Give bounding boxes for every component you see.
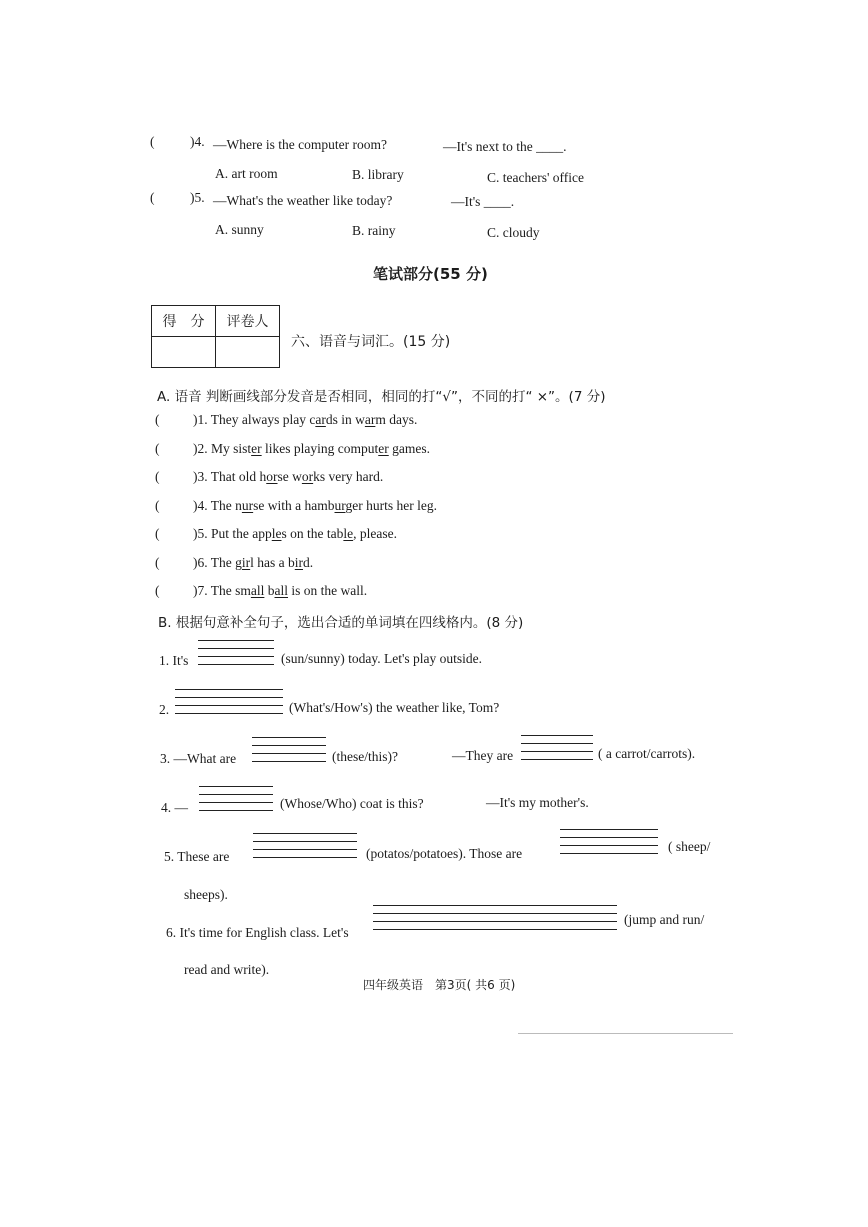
answer-paren: ( <box>150 134 155 149</box>
item-number: )2. <box>193 440 211 456</box>
answer-paren: ( <box>155 440 160 456</box>
four-line-blank[interactable] <box>521 735 593 760</box>
option-a: A. art room <box>215 166 278 181</box>
option-b: B. library <box>352 167 404 182</box>
answer-text: —It's next to the ____. <box>443 139 567 154</box>
underlined-sound: le <box>271 526 282 541</box>
item-text: , please. <box>353 526 397 541</box>
score-box <box>151 305 280 368</box>
option-c: C. cloudy <box>487 225 540 240</box>
item-text: se w <box>277 469 302 484</box>
item-text: The sm <box>210 583 251 598</box>
grader-label: 评卷人 <box>216 306 280 337</box>
four-line-blank[interactable] <box>252 737 326 762</box>
underlined-sound: ur <box>241 497 254 513</box>
item-text: m days. <box>375 412 418 427</box>
item-text: The n <box>210 497 242 513</box>
sentence-3-end: ( a carrot/carrots). <box>598 746 696 761</box>
sentence-5-end: ( sheep/ <box>668 839 711 854</box>
answer-paren: ( <box>155 412 160 427</box>
underlined-sound: ar <box>364 412 376 427</box>
item-number: )4. <box>193 497 211 513</box>
score-cell[interactable] <box>152 337 216 368</box>
four-line-blank[interactable] <box>560 829 658 854</box>
grader-cell[interactable] <box>216 337 280 368</box>
sentence-3-mid: (these/this)? <box>332 749 398 764</box>
underlined-sound: ir <box>294 554 304 570</box>
scan-line <box>518 1033 733 1034</box>
underlined-sound: er <box>378 440 389 456</box>
four-line-blank[interactable] <box>373 905 617 930</box>
item-text: Put the app <box>211 526 272 541</box>
sentence-3-start: 3. —What are <box>160 751 237 766</box>
pronunciation-item <box>193 526 397 542</box>
sentence-1-start: 1. It's <box>159 653 189 668</box>
sentence-5-start: 5. These are <box>164 849 230 864</box>
question-text: —Where is the computer room? <box>213 137 387 152</box>
sentence-6-end: (jump and run/ <box>624 912 705 927</box>
part-a-instruction: A. 语音 判断画线部分发音是否相同，相同的打“√”，不同的打“ ×”。(7 分) <box>157 389 606 405</box>
item-text: se with a hamb <box>253 497 335 513</box>
item-number: )7. <box>193 583 211 598</box>
question-number: )4. <box>190 134 205 149</box>
underlined-sound: all <box>250 583 265 598</box>
sentence-6-continued: read and write). <box>184 962 270 977</box>
underlined-sound: all <box>274 583 289 598</box>
item-number: )6. <box>193 554 211 570</box>
underlined-sound: ur <box>334 497 346 513</box>
four-line-blank[interactable] <box>253 833 357 858</box>
item-text: My sist <box>211 440 252 456</box>
item-text: s on the tab <box>281 526 344 541</box>
sentence-4-end: —It's my mother's. <box>486 795 589 810</box>
answer-paren: ( <box>155 469 160 484</box>
sentence-6-start: 6. It's time for English class. Let's <box>166 925 349 940</box>
underlined-sound: or <box>266 469 278 484</box>
item-text: likes playing comput <box>261 440 379 456</box>
pronunciation-item <box>193 441 430 457</box>
page-footer: 四年级英语 第3页( 共6 页) <box>363 978 516 992</box>
part-b-instruction: B. 根据句意补全句子，选出合适的单词填在四线格内。(8 分) <box>158 615 524 631</box>
option-b: B. rainy <box>352 223 396 238</box>
four-line-blank[interactable] <box>199 786 273 811</box>
item-number: )5. <box>193 526 211 541</box>
item-text: ds in w <box>325 412 365 427</box>
written-part-title: 笔试部分(55 分) <box>373 265 488 283</box>
sentence-2-end: (What's/How's) the weather like, Tom? <box>289 700 500 715</box>
item-text: d. <box>303 554 314 570</box>
item-text: ger hurts her leg. <box>345 497 437 513</box>
pronunciation-item <box>193 412 417 428</box>
item-text: They always play c <box>210 412 316 427</box>
section-heading: 六、语音与词汇。(15 分) <box>291 334 451 350</box>
sentence-1-end: (sun/sunny) today. Let's play outside. <box>281 651 483 666</box>
underlined-sound: or <box>301 469 314 484</box>
sentence-5-mid: (potatos/potatoes). Those are <box>366 846 523 861</box>
four-line-blank[interactable] <box>175 689 283 714</box>
item-text: That old h <box>210 469 267 484</box>
sentence-4-start: 4. — <box>161 800 188 815</box>
item-text: games. <box>388 440 430 456</box>
answer-paren: ( <box>155 583 160 598</box>
option-a: A. sunny <box>215 222 264 237</box>
sentence-4-mid: (Whose/Who) coat is this? <box>280 796 424 811</box>
question-number: )5. <box>190 190 205 205</box>
sentence-5-continued: sheeps). <box>184 887 228 902</box>
answer-text: —It's ____. <box>451 194 515 209</box>
item-text: is on the wall. <box>288 583 368 598</box>
item-text: b <box>264 583 275 598</box>
pronunciation-item <box>193 469 383 485</box>
underlined-sound: le <box>343 526 354 541</box>
pronunciation-item <box>193 555 313 571</box>
option-c: C. teachers' office <box>487 170 585 185</box>
answer-paren: ( <box>155 497 160 513</box>
answer-paren: ( <box>155 554 160 570</box>
item-text: ks very hard. <box>313 469 384 484</box>
item-text: l has a b <box>250 554 295 570</box>
pronunciation-item <box>193 498 437 514</box>
score-label: 得 分 <box>152 306 216 337</box>
item-text: The g <box>210 554 242 570</box>
item-number: )3. <box>193 469 211 484</box>
pronunciation-item <box>193 583 367 599</box>
answer-paren: ( <box>155 526 160 541</box>
answer-paren: ( <box>150 190 155 205</box>
sentence-3-mid2: —They are <box>452 748 514 763</box>
question-text: —What's the weather like today? <box>213 193 393 208</box>
sentence-2-start: 2. <box>159 702 170 717</box>
underlined-sound: ir <box>241 554 251 570</box>
underlined-sound: er <box>251 440 262 456</box>
underlined-sound: ar <box>315 412 326 427</box>
item-number: )1. <box>193 412 211 427</box>
four-line-blank[interactable] <box>198 640 274 665</box>
